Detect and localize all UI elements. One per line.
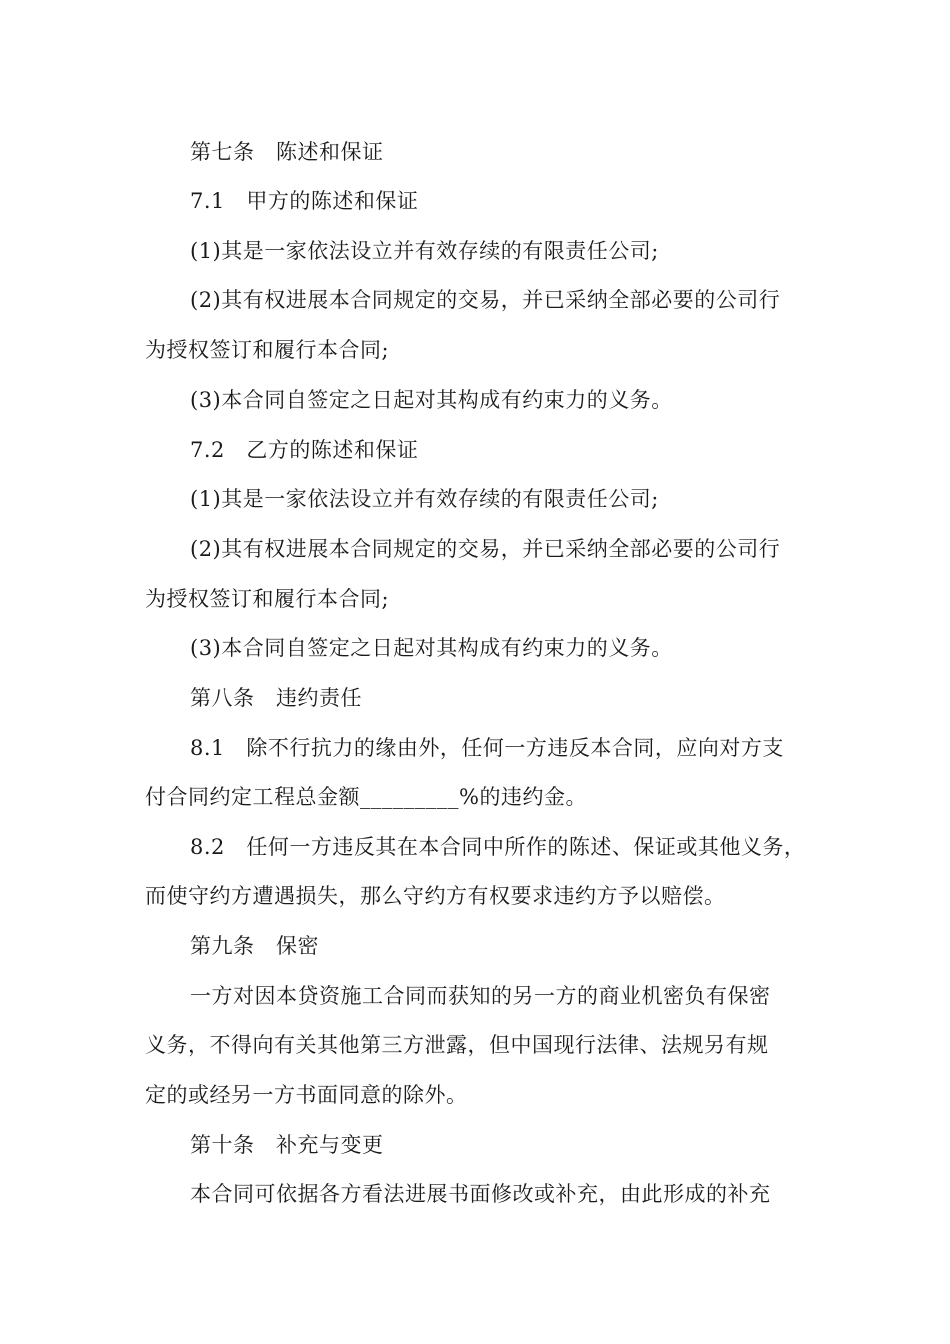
paragraph-line: (1)其是一家依法设立并有效存续的有限责任公司; [190, 487, 659, 511]
article-10-heading: 第十条 补充与变更 [190, 1133, 384, 1157]
paragraph-line: (2)其有权进展本合同规定的交易，并已采纳全部必要的公司行 [190, 288, 781, 312]
article-8-heading: 第八条 违约责任 [190, 686, 362, 710]
section-7-1-heading: 7.1 甲方的陈述和保证 [190, 189, 419, 213]
paragraph-line: 付合同约定工程总金额_________%的违约金。 [145, 785, 587, 809]
paragraph-line: 本合同可依据各方看法进展书面修改或补充，由此形成的补充 [190, 1182, 771, 1206]
paragraph-line: (1)其是一家依法设立并有效存续的有限责任公司; [190, 239, 659, 263]
paragraph-line: 一方对因本贷资施工合同而获知的另一方的商业机密负有保密 [190, 984, 771, 1008]
paragraph-line: 而使守约方遭遇损失，那么守约方有权要求违约方予以赔偿。 [145, 884, 726, 908]
paragraph-line: (3)本合同自签定之日起对其构成有约束力的义务。 [190, 388, 673, 412]
paragraph-line: (2)其有权进展本合同规定的交易，并已采纳全部必要的公司行 [190, 537, 781, 561]
paragraph-line: 定的或经另一方书面同意的除外。 [145, 1083, 468, 1107]
section-7-2-heading: 7.2 乙方的陈述和保证 [190, 438, 419, 462]
article-9-heading: 第九条 保密 [190, 934, 319, 958]
paragraph-line: 为授权签订和履行本合同; [145, 338, 390, 362]
paragraph-line: (3)本合同自签定之日起对其构成有约束力的义务。 [190, 636, 673, 660]
paragraph-line: 为授权签订和履行本合同; [145, 587, 390, 611]
paragraph-line: 义务，不得向有关其他第三方泄露，但中国现行法律、法规另有规 [145, 1033, 769, 1057]
paragraph-line: 8.1 除不行抗力的缘由外，任何一方违反本合同，应向对方支 [190, 736, 784, 760]
paragraph-line: 8.2 任何一方违反其在本合同中所作的陈述、保证或其他义务， [190, 835, 806, 859]
article-7-heading: 第七条 陈述和保证 [190, 140, 384, 164]
